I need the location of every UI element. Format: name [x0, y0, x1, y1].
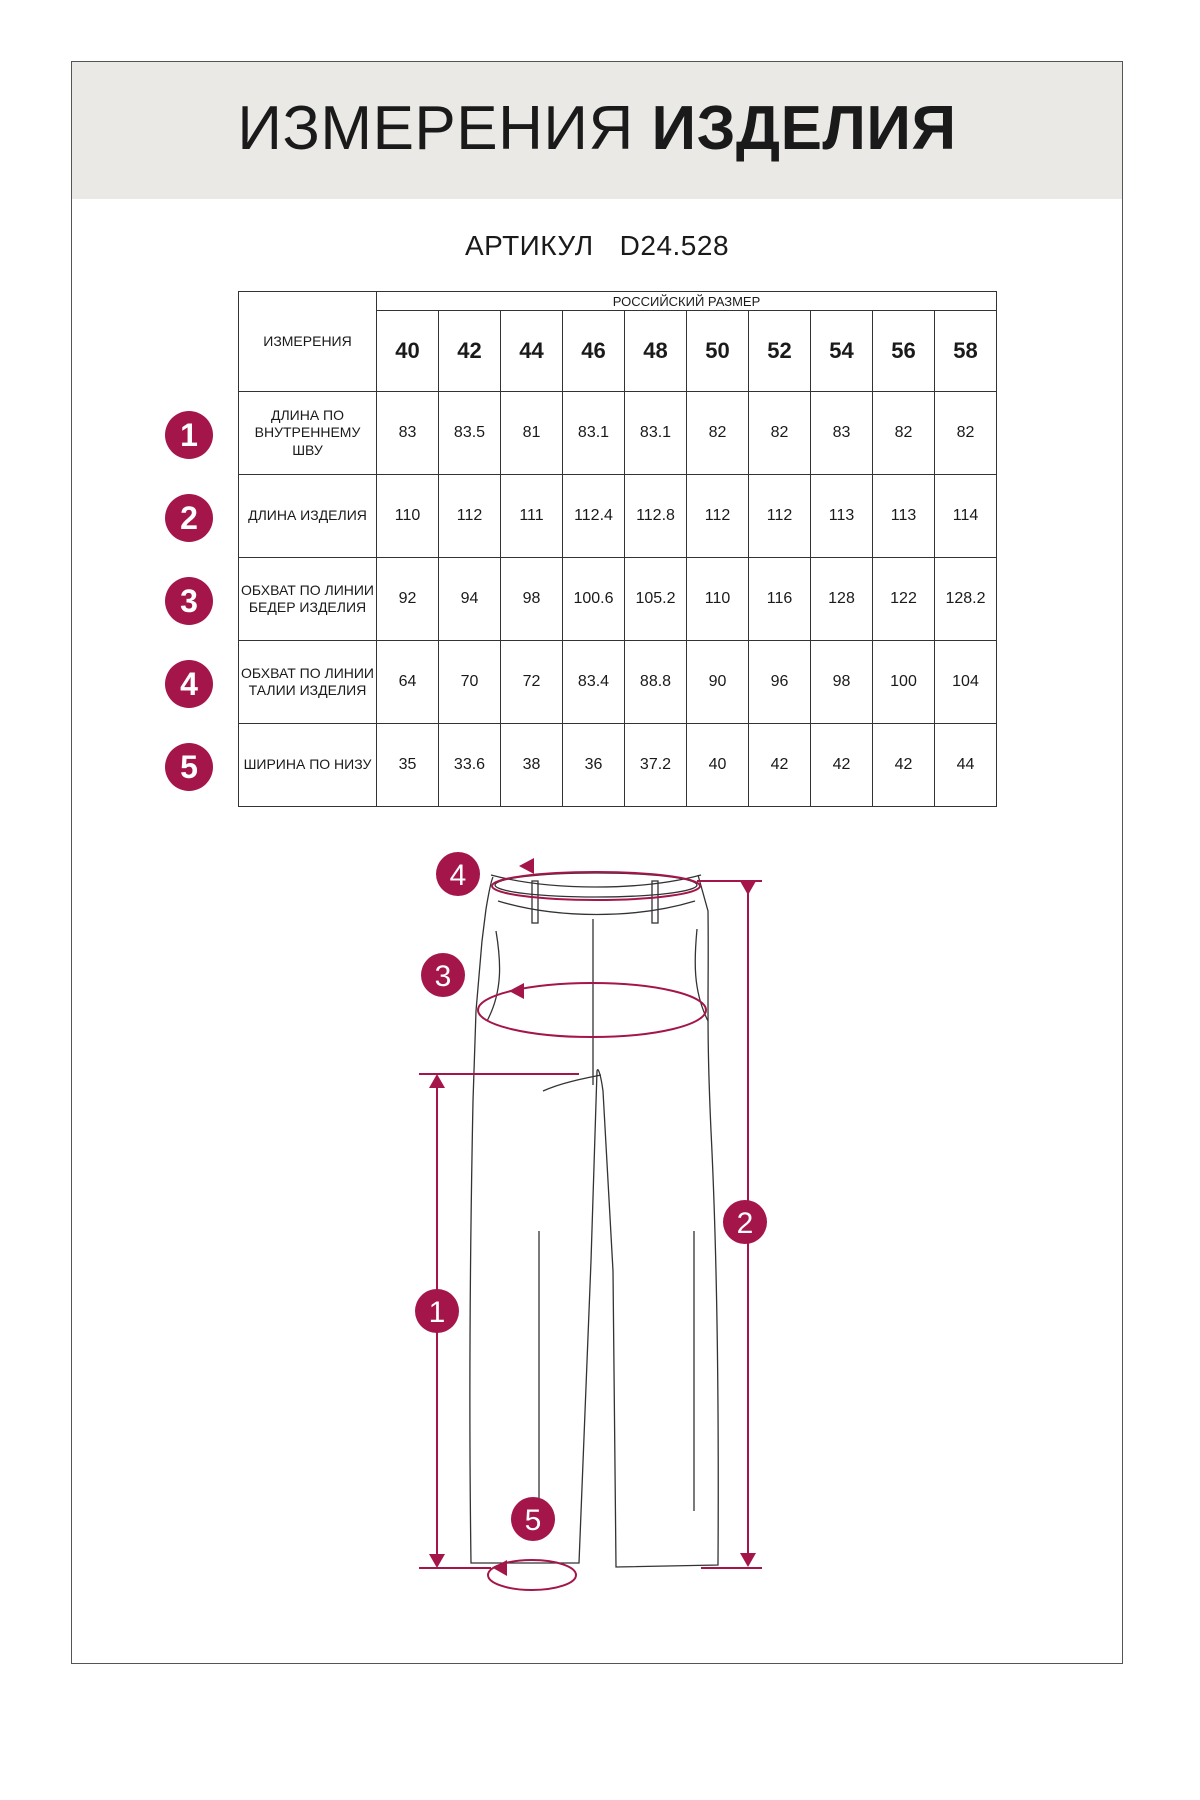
value-cell: 64 — [377, 641, 439, 724]
diagram-label-4-badge — [436, 852, 480, 896]
value-cell: 36 — [563, 724, 625, 807]
measurement-label: ДЛИНА ИЗДЕЛИЯ — [239, 475, 377, 558]
size-header-cell: РОССИЙСКИЙ РАЗМЕР — [377, 292, 997, 311]
value-cell: 128.2 — [935, 558, 997, 641]
value-cell: 42 — [811, 724, 873, 807]
diagram-label-5-badge — [511, 1497, 555, 1541]
value-cell: 37.2 — [625, 724, 687, 807]
value-cell: 82 — [687, 392, 749, 475]
row-number-badge: 2 — [165, 494, 213, 542]
size-cell: 40 — [377, 311, 439, 392]
value-cell: 83.4 — [563, 641, 625, 724]
value-cell: 83.1 — [563, 392, 625, 475]
measurement-label: ДЛИНА ПО ВНУТРЕННЕМУ ШВУ — [239, 392, 377, 475]
value-cell: 112 — [439, 475, 501, 558]
diagram-label-2: 2 — [736, 1207, 754, 1240]
value-cell: 96 — [749, 641, 811, 724]
value-cell: 98 — [811, 641, 873, 724]
size-cell: 52 — [749, 311, 811, 392]
value-cell: 112.4 — [563, 475, 625, 558]
size-cell: 48 — [625, 311, 687, 392]
value-cell: 83.5 — [439, 392, 501, 475]
value-cell: 110 — [377, 475, 439, 558]
article-code: D24.528 — [619, 230, 730, 261]
diagram-label-1-badge — [415, 1289, 459, 1333]
value-cell: 82 — [935, 392, 997, 475]
size-cell: 58 — [935, 311, 997, 392]
value-cell: 113 — [873, 475, 935, 558]
value-cell: 104 — [935, 641, 997, 724]
size-cell: 56 — [873, 311, 935, 392]
value-cell: 83 — [811, 392, 873, 475]
value-cell: 82 — [873, 392, 935, 475]
row-number-badge: 3 — [165, 577, 213, 625]
row-number-badge: 5 — [165, 743, 213, 791]
value-cell: 114 — [935, 475, 997, 558]
size-chart-card — [71, 61, 1123, 1664]
value-cell: 33.6 — [439, 724, 501, 807]
size-cell: 42 — [439, 311, 501, 392]
trousers-diagram — [72, 62, 1124, 1665]
measurement-label: ОБХВАТ ПО ЛИНИИ БЕДЕР ИЗДЕЛИЯ — [239, 558, 377, 641]
title-bold: ИЗДЕЛИЯ — [651, 94, 957, 163]
size-cell: 54 — [811, 311, 873, 392]
title-light: ИЗМЕРЕНИЯ — [237, 94, 634, 163]
value-cell: 112 — [687, 475, 749, 558]
value-cell: 70 — [439, 641, 501, 724]
value-cell: 100.6 — [563, 558, 625, 641]
value-cell: 110 — [687, 558, 749, 641]
row-number-badge: 1 — [165, 411, 213, 459]
value-cell: 112.8 — [625, 475, 687, 558]
value-cell: 128 — [811, 558, 873, 641]
value-cell: 83.1 — [625, 392, 687, 475]
value-cell: 42 — [749, 724, 811, 807]
value-cell: 112 — [749, 475, 811, 558]
waist-line — [492, 872, 700, 900]
measurement-label: ОБХВАТ ПО ЛИНИИ ТАЛИИ ИЗДЕЛИЯ — [239, 641, 377, 724]
value-cell: 82 — [749, 392, 811, 475]
diagram-label-5: 5 — [524, 1504, 542, 1537]
value-cell: 83 — [377, 392, 439, 475]
trousers-outline — [470, 873, 718, 1567]
measurement-label: ШИРИНА ПО НИЗУ — [239, 724, 377, 807]
value-cell: 105.2 — [625, 558, 687, 641]
value-cell: 100 — [873, 641, 935, 724]
diagram-label-1: 1 — [428, 1296, 446, 1329]
size-cell: 44 — [501, 311, 563, 392]
value-cell: 35 — [377, 724, 439, 807]
value-cell: 92 — [377, 558, 439, 641]
diagram-label-2-badge — [723, 1200, 767, 1244]
value-cell: 38 — [501, 724, 563, 807]
row-number-badge: 4 — [165, 660, 213, 708]
value-cell: 98 — [501, 558, 563, 641]
value-cell: 88.8 — [625, 641, 687, 724]
value-cell: 116 — [749, 558, 811, 641]
diagram-label-3-badge — [421, 953, 465, 997]
value-cell: 111 — [501, 475, 563, 558]
row-header-cell: ИЗМЕРЕНИЯ — [239, 292, 377, 392]
value-cell: 42 — [873, 724, 935, 807]
value-cell: 122 — [873, 558, 935, 641]
value-cell: 72 — [501, 641, 563, 724]
value-cell: 44 — [935, 724, 997, 807]
diagram-label-4: 4 — [449, 859, 467, 892]
diagram-label-3: 3 — [434, 960, 452, 993]
value-cell: 113 — [811, 475, 873, 558]
size-cell: 50 — [687, 311, 749, 392]
value-cell: 81 — [501, 392, 563, 475]
size-cell: 46 — [563, 311, 625, 392]
article-label: АРТИКУЛ — [464, 230, 594, 261]
value-cell: 90 — [687, 641, 749, 724]
value-cell: 94 — [439, 558, 501, 641]
value-cell: 40 — [687, 724, 749, 807]
